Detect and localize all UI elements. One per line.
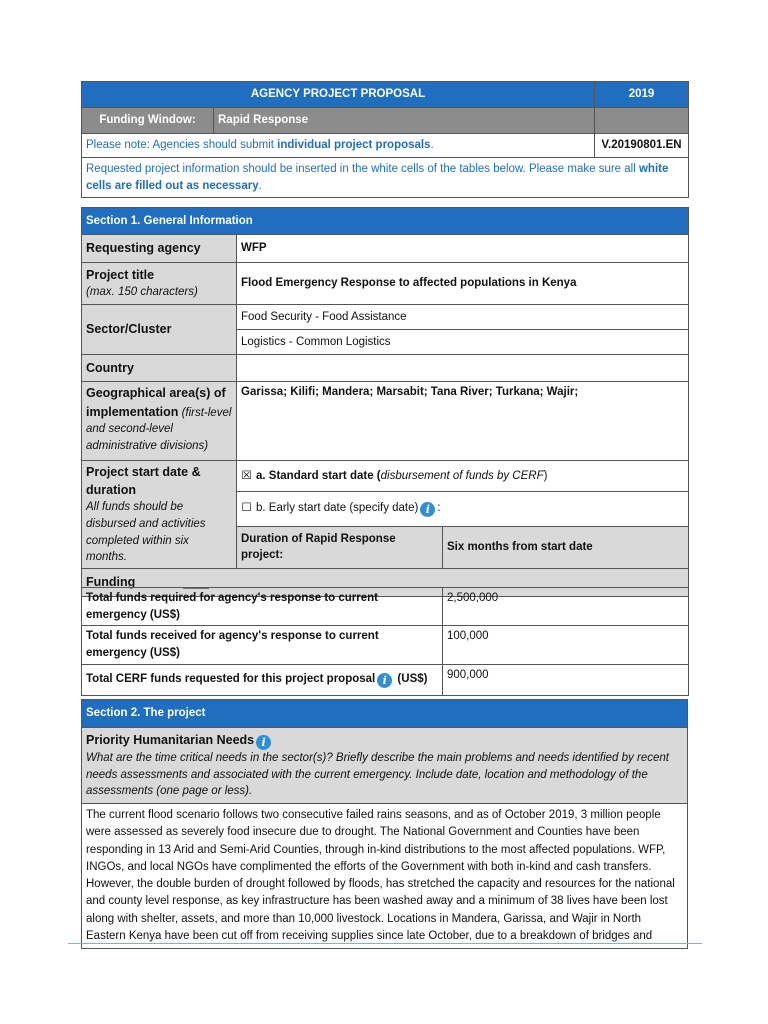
funding-window-label: Funding Window: [82,108,214,134]
section2-title: Section 2. The project [82,700,688,728]
info-icon[interactable]: i [377,673,392,688]
duration-label: Duration of Rapid Response project: [237,526,443,568]
project-title-field[interactable]: Flood Emergency Response to affected populations in Kenya [237,263,689,305]
funds-required-field[interactable]: 2,500,000 [443,588,689,626]
needs-body-field[interactable]: The current flood scenario follows two consecutive failed rains seasons, and as of October 2019, 3 million people were assessed as severely food insecure due to drought. The National Government and Counties have been responding in 13 Arid and Semi-Arid Counties, through in-kind distributions to the most affected populations. WFP, INGOs, and local NGOs have complimented the efforts of the Government with both in-kind and cash transfers. However, the double burden of drought followed by floods, has stretched the capacity and resources for the national and county level response, as key infrastructure has been washed away and a minimum of 38 lives have been lost along with shelter, assets, and more than 10,000 livestock. Locations in Mandera, Garissa, and Wajir in North Eastern Kenya have been cut off from receiving supplies since late October, due to a breakdown of bridges and [82,804,688,949]
geo-hint: (first-level and second-level administrative divisions) [86,406,232,453]
country-label: Country [82,355,237,382]
project-title-label-cell [82,263,237,305]
funds-received-label: Total funds received for agency's response to current emergency (US$) [82,626,443,664]
funds-required-label: Total funds required for agency's response to current emergency (US$) [82,588,443,626]
cerf-funds-field[interactable]: 900,000 [443,664,689,695]
proposal-year: 2019 [595,82,689,108]
start-label: Project start date & duration [86,465,201,498]
early-start-checkbox[interactable]: ☐ [241,502,252,515]
duration-value: Six months from start date [443,526,689,568]
proposal-title: AGENCY PROJECT PROPOSAL [82,82,595,108]
funding-window-value: Rapid Response [214,108,595,134]
header-table [81,81,689,198]
standard-start-checkbox[interactable]: ☒ [241,469,252,482]
needs-header-cell [82,728,688,804]
requesting-agency-label: Requesting agency [82,235,237,263]
funding-table [81,587,689,696]
requesting-agency-field[interactable]: WFP [237,235,689,263]
info-icon[interactable]: i [420,502,435,517]
geo-field[interactable]: Garissa; Kilifi; Mandera; Marsabit; Tana River; Turkana; Wajir; [237,382,689,461]
geo-label: Geographical area(s) of implementation [86,386,226,419]
geo-label-cell [82,382,237,461]
sector-field-1[interactable]: Food Security - Food Assistance [237,305,689,330]
cerf-funds-label: Total CERF funds requested for this project proposal [86,673,376,686]
funding-window-empty [595,108,689,134]
submission-note: Please note: Agencies should submit individual project proposals. [82,134,595,158]
section2-table [81,699,688,949]
version-code: V.20190801.EN [595,134,689,158]
option-standard-start[interactable]: ☒ a. Standard start date (disbursement of funds by CERF) [237,461,689,492]
project-title-label: Project title [86,268,155,283]
info-icon[interactable]: i [256,735,271,750]
funding-blank: ____ [183,577,209,590]
country-field[interactable] [237,355,689,382]
option-early-start[interactable]: ☐ b. Early start date (specify date) i : [237,491,689,526]
section1-title: Section 1. General Information [82,208,689,235]
sector-label: Sector/Cluster [82,305,237,355]
footer-divider [68,943,702,944]
needs-hint: What are the time critical needs in the sector(s)? Briefly describe the main problems and needs identified by recent needs assessments and associated with the current emergency. Include date, location and methodology of the assessments (one page or less). [86,752,669,798]
funds-received-field[interactable]: 100,000 [443,626,689,664]
needs-label: Priority Humanitarian Needs [86,733,255,747]
project-title-hint: (max. 150 characters) [86,286,198,299]
start-hint: All funds should be disbursed and activities completed within six months. [86,501,206,564]
sector-field-2[interactable]: Logistics - Common Logistics [237,330,689,355]
funding-label: Funding [86,575,136,590]
start-label-cell [82,461,237,569]
cerf-funds-label-cell: Total CERF funds requested for this project proposal i (US$) [82,664,443,695]
instructions-note: Requested project information should be inserted in the white cells of the tables below. Please make sure all white cells are filled out as necessary. [82,158,689,198]
section1-table [81,207,689,597]
